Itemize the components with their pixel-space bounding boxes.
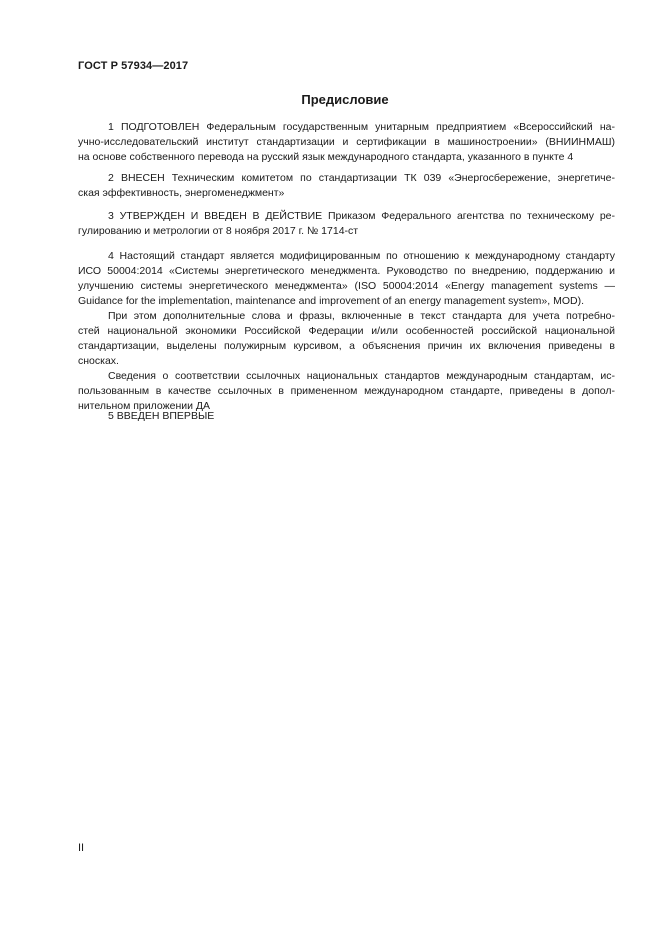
standard-header: ГОСТ Р 57934—2017 [78, 60, 189, 72]
paragraph-line: 3 УТВЕРЖДЕН И ВВЕДЕН В ДЕЙСТВИЕ Приказом Федерального агентства по техническому ре- [108, 210, 615, 222]
paragraph-line: учно-исследовательский институт стандартизации и сертификации в машиностроении» (ВНИИНМАШ) [78, 136, 615, 148]
paragraph-line: нительном приложении ДА [78, 400, 210, 412]
title-text: Предисловие [301, 92, 389, 107]
section-5 [78, 409, 615, 424]
paragraph-line: 5 ВВЕДЕН ВПЕРВЫЕ [108, 410, 215, 422]
paragraph-line: стандартизации, выделены полужирным курсивом, а объяснения причин их включения приведены в [78, 340, 615, 352]
paragraph-line: гулированию и метрологии от 8 ноября 2017 г. № 1714-ст [78, 225, 359, 237]
paragraph-line: стей национальной экономики Российской Федерации и/или особенностей российской национальной [78, 325, 615, 337]
section-1 [78, 120, 615, 165]
paragraph-line: сносках. [78, 355, 119, 367]
paragraph-line: на основе собственного перевода на русский язык международного стандарта, указанного в пункте 4 [78, 151, 574, 163]
paragraph-line: 1 ПОДГОТОВЛЕН Федеральным государственным унитарным предприятием «Всероссийский на- [108, 121, 615, 133]
paragraph-line: 4 Настоящий стандарт является модифицированным по отношению к международному стандарту [108, 250, 615, 262]
paragraph-line: пользованным в качестве ссылочных в примененном международном стандарте, приведены в допол- [78, 385, 615, 397]
section-3 [78, 209, 615, 239]
section-2 [78, 171, 615, 201]
paragraph-line: ская эффективность, энергоменеджмент» [78, 187, 285, 199]
paragraph-line: ИСО 50004:2014 «Системы энергетического менеджмента. Руководство по внедрению, поддержанию и [78, 265, 615, 277]
paragraph-line: При этом дополнительные слова и фразы, включенные в текст стандарта для учета потребно- [108, 310, 615, 322]
paragraph-line: 2 ВНЕСЕН Техническим комитетом по стандартизации ТК 039 «Энергосбережение, энергетиче- [108, 172, 615, 184]
section-4 [78, 249, 615, 414]
paragraph-line: Сведения о соответствии ссылочных национальных стандартов международным стандартам, ис- [108, 370, 615, 382]
paragraph-line: Guidance for the implementation, maintenance and improvement of an energy management system», MOD). [78, 295, 585, 307]
page-title [0, 91, 661, 109]
paragraph-line: улучшению системы энергетического менеджмента» (ISO 50004:2014 «Energy management systems — [78, 280, 615, 292]
page-number: II [78, 842, 85, 854]
